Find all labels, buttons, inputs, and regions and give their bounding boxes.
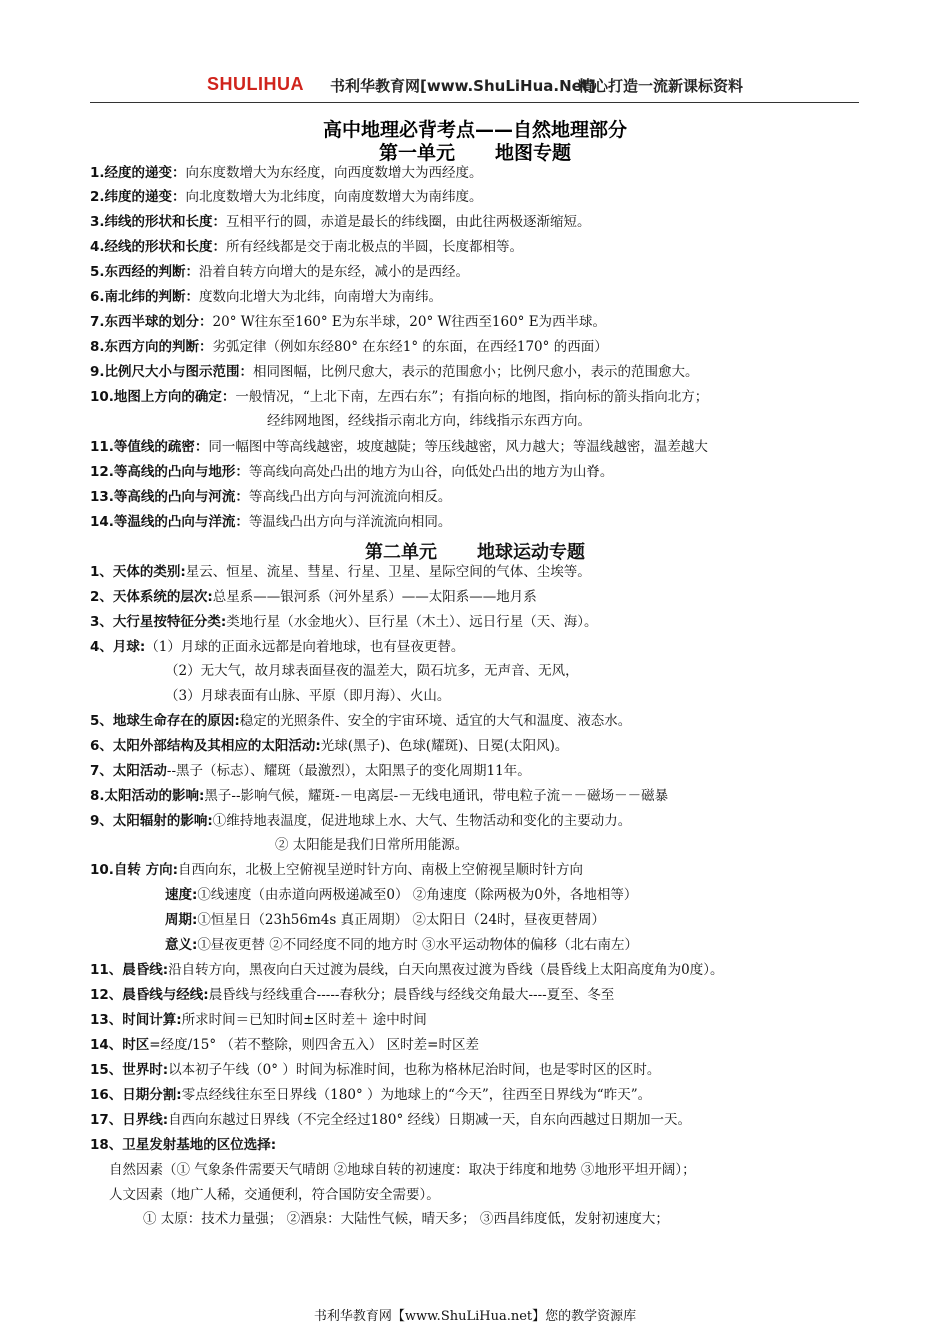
unit2-heading	[0, 538, 950, 564]
unit2-item-term: 11、晨昏线:	[90, 962, 169, 978]
unit1-item-term: 8.东西方向的判断：	[90, 339, 213, 355]
unit2-item-term: 6、太阳外部结构及其相应的太阳活动:	[90, 738, 321, 754]
unit1-item	[90, 263, 469, 281]
unit1-item-term: 10.地图上方向的确定：	[90, 389, 236, 405]
unit2-item-text: 黑子--影响气候，耀斑-－电离层-－无线电通讯，带电粒子流－－磁场－－磁暴	[204, 788, 669, 804]
page-footer: 书利华教育网【www.ShuLiHua.net】您的教学资源库	[313, 1309, 637, 1324]
unit1-item	[90, 388, 708, 406]
unit2-item-term: 意义:	[165, 937, 198, 953]
unit1-item-term: 4.经线的形状和长度：	[90, 239, 227, 255]
unit2-item-text: ① 太原：技术力量强； ②酒泉：大陆性气候，晴天多； ③西昌纬度低，发射初速度大；	[143, 1211, 669, 1227]
unit2-item-term: 4、月球:	[90, 639, 146, 655]
unit1-item	[267, 412, 591, 430]
unit1-item	[90, 188, 483, 206]
unit2-item	[109, 1186, 440, 1204]
unit2-item-text: 星云、恒星、流星、彗星、行星、卫星、星际空间的气体、尘埃等。	[185, 564, 591, 580]
unit2-item	[90, 812, 631, 830]
unit1-item-text: 向北度数增大为北纬度，向南度数增大为南纬度。	[185, 189, 483, 205]
unit1-item	[90, 488, 451, 506]
unit1-item	[90, 363, 699, 381]
unit2-item	[90, 1136, 276, 1154]
unit2-item	[165, 662, 579, 680]
unit1-item-term: 12.等高线的凸向与地形：	[90, 464, 249, 480]
unit2-item-text: 人文因素（地广人稀，交通便利，符合国防安全需要）。	[109, 1187, 440, 1203]
unit1-heading	[0, 138, 950, 165]
unit2-item-term: 13、时间计算:	[90, 1012, 182, 1028]
unit2-item-term: 周期:	[165, 912, 198, 928]
unit1-item-term: 14.等温线的凸向与洋流：	[90, 514, 249, 530]
site-name: 书利华教育网[www.ShuLiHua.Net]	[330, 77, 596, 95]
unit1-item-term: 2.纬度的递变：	[90, 189, 186, 205]
unit1-item-text: 相同图幅，比例尺愈大，表示的范围愈小；比例尺愈小，表示的范围愈大。	[253, 364, 699, 380]
unit2-item	[275, 836, 468, 854]
unit2-label: 第二单元	[365, 542, 437, 563]
unit1-item	[90, 338, 608, 356]
unit2-item-term: 9、太阳辐射的影响:	[90, 813, 213, 829]
unit1-item-text: 经纬网地图，经线指示南北方向，纬线指示东西方向。	[267, 413, 591, 429]
unit1-item-term: 7.东西半球的划分：	[90, 314, 213, 330]
unit1-item-text: 向东度数增大为东经度，向西度数增大为西经度。	[185, 165, 483, 181]
unit2-item-text: （3）月球表面有山脉、平原（即月海）、火山。	[165, 688, 451, 704]
unit1-item	[90, 313, 606, 331]
unit2-item-text: ①维持地表温度，促进地球上水、大气、生物活动和变化的主要动力。	[212, 813, 632, 829]
unit1-label: 第一单元	[378, 142, 455, 164]
unit2-item-text: 自西向东越过日界线（不完全经过180° 经线）日期减一天，自东向西越过日期加一天。	[168, 1112, 691, 1128]
unit1-item	[90, 438, 708, 456]
unit2-item-text: 类地行星（水金地火）、巨行星（木土）、远日行星（天、海）。	[226, 614, 598, 630]
unit2-item-term: 10.自转 方向:	[90, 862, 179, 878]
unit1-item-text: 等高线向高处凸出的地方为山谷，向低处凸出的地方为山脊。	[248, 464, 614, 480]
unit2-item-term: 5、地球生命存在的原因:	[90, 713, 240, 729]
unit2-item	[90, 986, 614, 1004]
unit2-item-term: 1、天体的类别:	[90, 564, 186, 580]
unit2-item-text: =经度/15° （若不整除，则四舍五入） 区时差=时区差	[149, 1037, 479, 1053]
unit2-item	[90, 961, 724, 979]
unit2-item-term: 3、大行星按特征分类:	[90, 614, 227, 630]
unit2-item	[90, 1086, 651, 1104]
header-divider	[90, 102, 859, 103]
unit2-item-term: 8.太阳活动的影响:	[90, 788, 205, 804]
unit2-item	[165, 911, 605, 929]
unit2-item-text: ①昼夜更替 ②不同经度不同的地方时 ③水平运动物体的偏移（北右南左）	[197, 937, 638, 953]
unit2-item-text: （1）月球的正面永远都是向着地球，也有昼夜更替。	[145, 639, 465, 655]
unit2-item-text: （2）无大气，故月球表面昼夜的温差大，陨石坑多，无声音、无风，	[165, 663, 579, 679]
unit2-item-text: ①线速度（由赤道向两极递减至0） ②角速度（除两极为0外，各地相等）	[197, 887, 638, 903]
unit2-item-text: --黑子（标志）、耀斑（最激烈），太阳黑子的变化周期11年。	[166, 763, 531, 779]
unit2-item	[90, 588, 537, 606]
unit2-item	[90, 737, 568, 755]
unit2-item	[90, 1011, 427, 1029]
unit2-item-term: 2、天体系统的层次:	[90, 589, 213, 605]
unit2-item	[90, 861, 583, 879]
unit2-item	[90, 638, 464, 656]
unit2-item-term: 16、日期分割:	[90, 1087, 182, 1103]
page-header	[0, 70, 950, 96]
unit2-item-text: 总星系——银河系（河外星系）——太阳系——地月系	[212, 589, 537, 605]
unit1-item-text: 同一幅图中等高线越密，坡度越陡；等压线越密，风力越大；等温线越密，温差越大	[208, 439, 708, 455]
unit1-item-term: 5.东西经的判断：	[90, 264, 200, 280]
unit1-item	[90, 164, 483, 182]
unit1-item-text: 所有经线都是交于南北极点的半圆，长度都相等。	[226, 239, 524, 255]
unit1-item-text: 一般情况，“上北下南，左西右东”；有指向标的地图，指向标的箭头指向北方；	[235, 389, 709, 405]
unit1-item-term: 6.南北纬的判断：	[90, 289, 200, 305]
unit2-item-term: 速度:	[165, 887, 198, 903]
unit2-item-text: 稳定的光照条件、安全的宇宙环境、适宜的大气和温度、液态水。	[239, 713, 632, 729]
unit2-item-term: 15、世界时:	[90, 1062, 169, 1078]
unit1-item-text: 等温线凸出方向与洋流流向相同。	[248, 514, 452, 530]
unit2-item-text: 所求时间＝已知时间±区时差＋ 途中时间	[181, 1012, 427, 1028]
unit1-item-term: 13.等高线的凸向与河流：	[90, 489, 249, 505]
unit2-item-text: ①恒星日（23h56m4s 真正周期） ②太阳日（24时，昼夜更替周）	[197, 912, 606, 928]
unit2-item-text: ② 太阳能是我们日常所用能源。	[275, 837, 469, 853]
unit1-item-text: 互相平行的圆，赤道是最长的纬线圈，由此往两极逐渐缩短。	[226, 214, 591, 230]
unit2-item-term: 17、日界线:	[90, 1112, 169, 1128]
unit1-item-term: 9.比例尺大小与图示范围：	[90, 364, 254, 380]
unit1-item	[90, 463, 613, 481]
unit2-item	[90, 613, 598, 631]
unit1-item-text: 劣弧定律（例如东经80° 在东经1° 的东面，在西经170° 的西面）	[212, 339, 608, 355]
unit2-item	[90, 1061, 660, 1079]
unit2-item	[165, 886, 637, 904]
unit2-item-term: 18、卫星发射基地的区位选择:	[90, 1137, 277, 1153]
unit1-item-text: 度数向北增大为北纬，向南增大为南纬。	[199, 289, 443, 305]
shulihua-logo: SHULIHUA	[207, 74, 304, 94]
unit2-item-text: 自西向东，北极上空俯视呈逆时针方向、南极上空俯视呈顺时针方向	[178, 862, 584, 878]
unit2-item-text: 晨昏线与经线重合-----春秋分；晨昏线与经线交角最大----夏至、冬至	[208, 987, 615, 1003]
unit2-item	[90, 762, 531, 780]
unit2-item-text: 自然因素（① 气象条件需要天气晴朗 ②地球自转的初速度：取决于纬度和地势 ③地形平坦开阔）；	[109, 1162, 696, 1178]
unit2-item-term: 7、太阳活动	[90, 763, 167, 779]
unit2-item-text: 以本初子午线（0° ）时间为标准时间，也称为格林尼治时间，也是零时区的区时。	[168, 1062, 661, 1078]
unit2-topic: 地球运动专题	[477, 542, 585, 563]
unit2-item-text: 零点经线往东至日界线（180° ）为地球上的“今天”，往西至日界线为“昨天”。	[181, 1087, 652, 1103]
unit2-item	[90, 1111, 691, 1129]
unit1-item	[90, 513, 451, 531]
unit1-item-text: 20° W往东至160° E为东半球，20° W往西至160° E为西半球。	[212, 314, 607, 330]
unit2-item	[90, 563, 591, 581]
unit1-item	[90, 213, 591, 231]
unit1-item-term: 3.纬线的形状和长度：	[90, 214, 227, 230]
unit2-item-text: 光球(黑子)、色球(耀斑)、日冕(太阳风)。	[320, 738, 569, 754]
unit2-item	[90, 712, 631, 730]
unit2-item-term: 14、时区	[90, 1037, 150, 1053]
page-title: 高中地理必背考点——自然地理部分	[322, 119, 627, 141]
unit1-item	[90, 288, 442, 306]
unit1-item-term: 11.等值线的疏密：	[90, 439, 209, 455]
unit2-item	[165, 687, 450, 705]
unit2-item	[143, 1210, 669, 1228]
unit2-item	[165, 936, 638, 954]
header-slogan: 精心打造一流新课标资料	[578, 77, 744, 95]
unit2-item	[90, 787, 668, 805]
unit1-item	[90, 238, 523, 256]
unit1-item-text: 等高线凸出方向与河流流向相反。	[248, 489, 452, 505]
unit1-item-text: 沿着自转方向增大的是东经，减小的是西经。	[199, 264, 470, 280]
unit1-item-term: 1.经度的递变：	[90, 165, 186, 181]
unit2-item	[90, 1036, 479, 1054]
unit2-item-term: 12、晨昏线与经线:	[90, 987, 209, 1003]
unit1-topic: 地图专题	[495, 142, 572, 164]
unit2-item-text: 沿自转方向，黑夜向白天过渡为晨线，白天向黑夜过渡为昏线（晨昏线上太阳高度角为0度）。	[168, 962, 724, 978]
unit2-item	[109, 1161, 696, 1179]
